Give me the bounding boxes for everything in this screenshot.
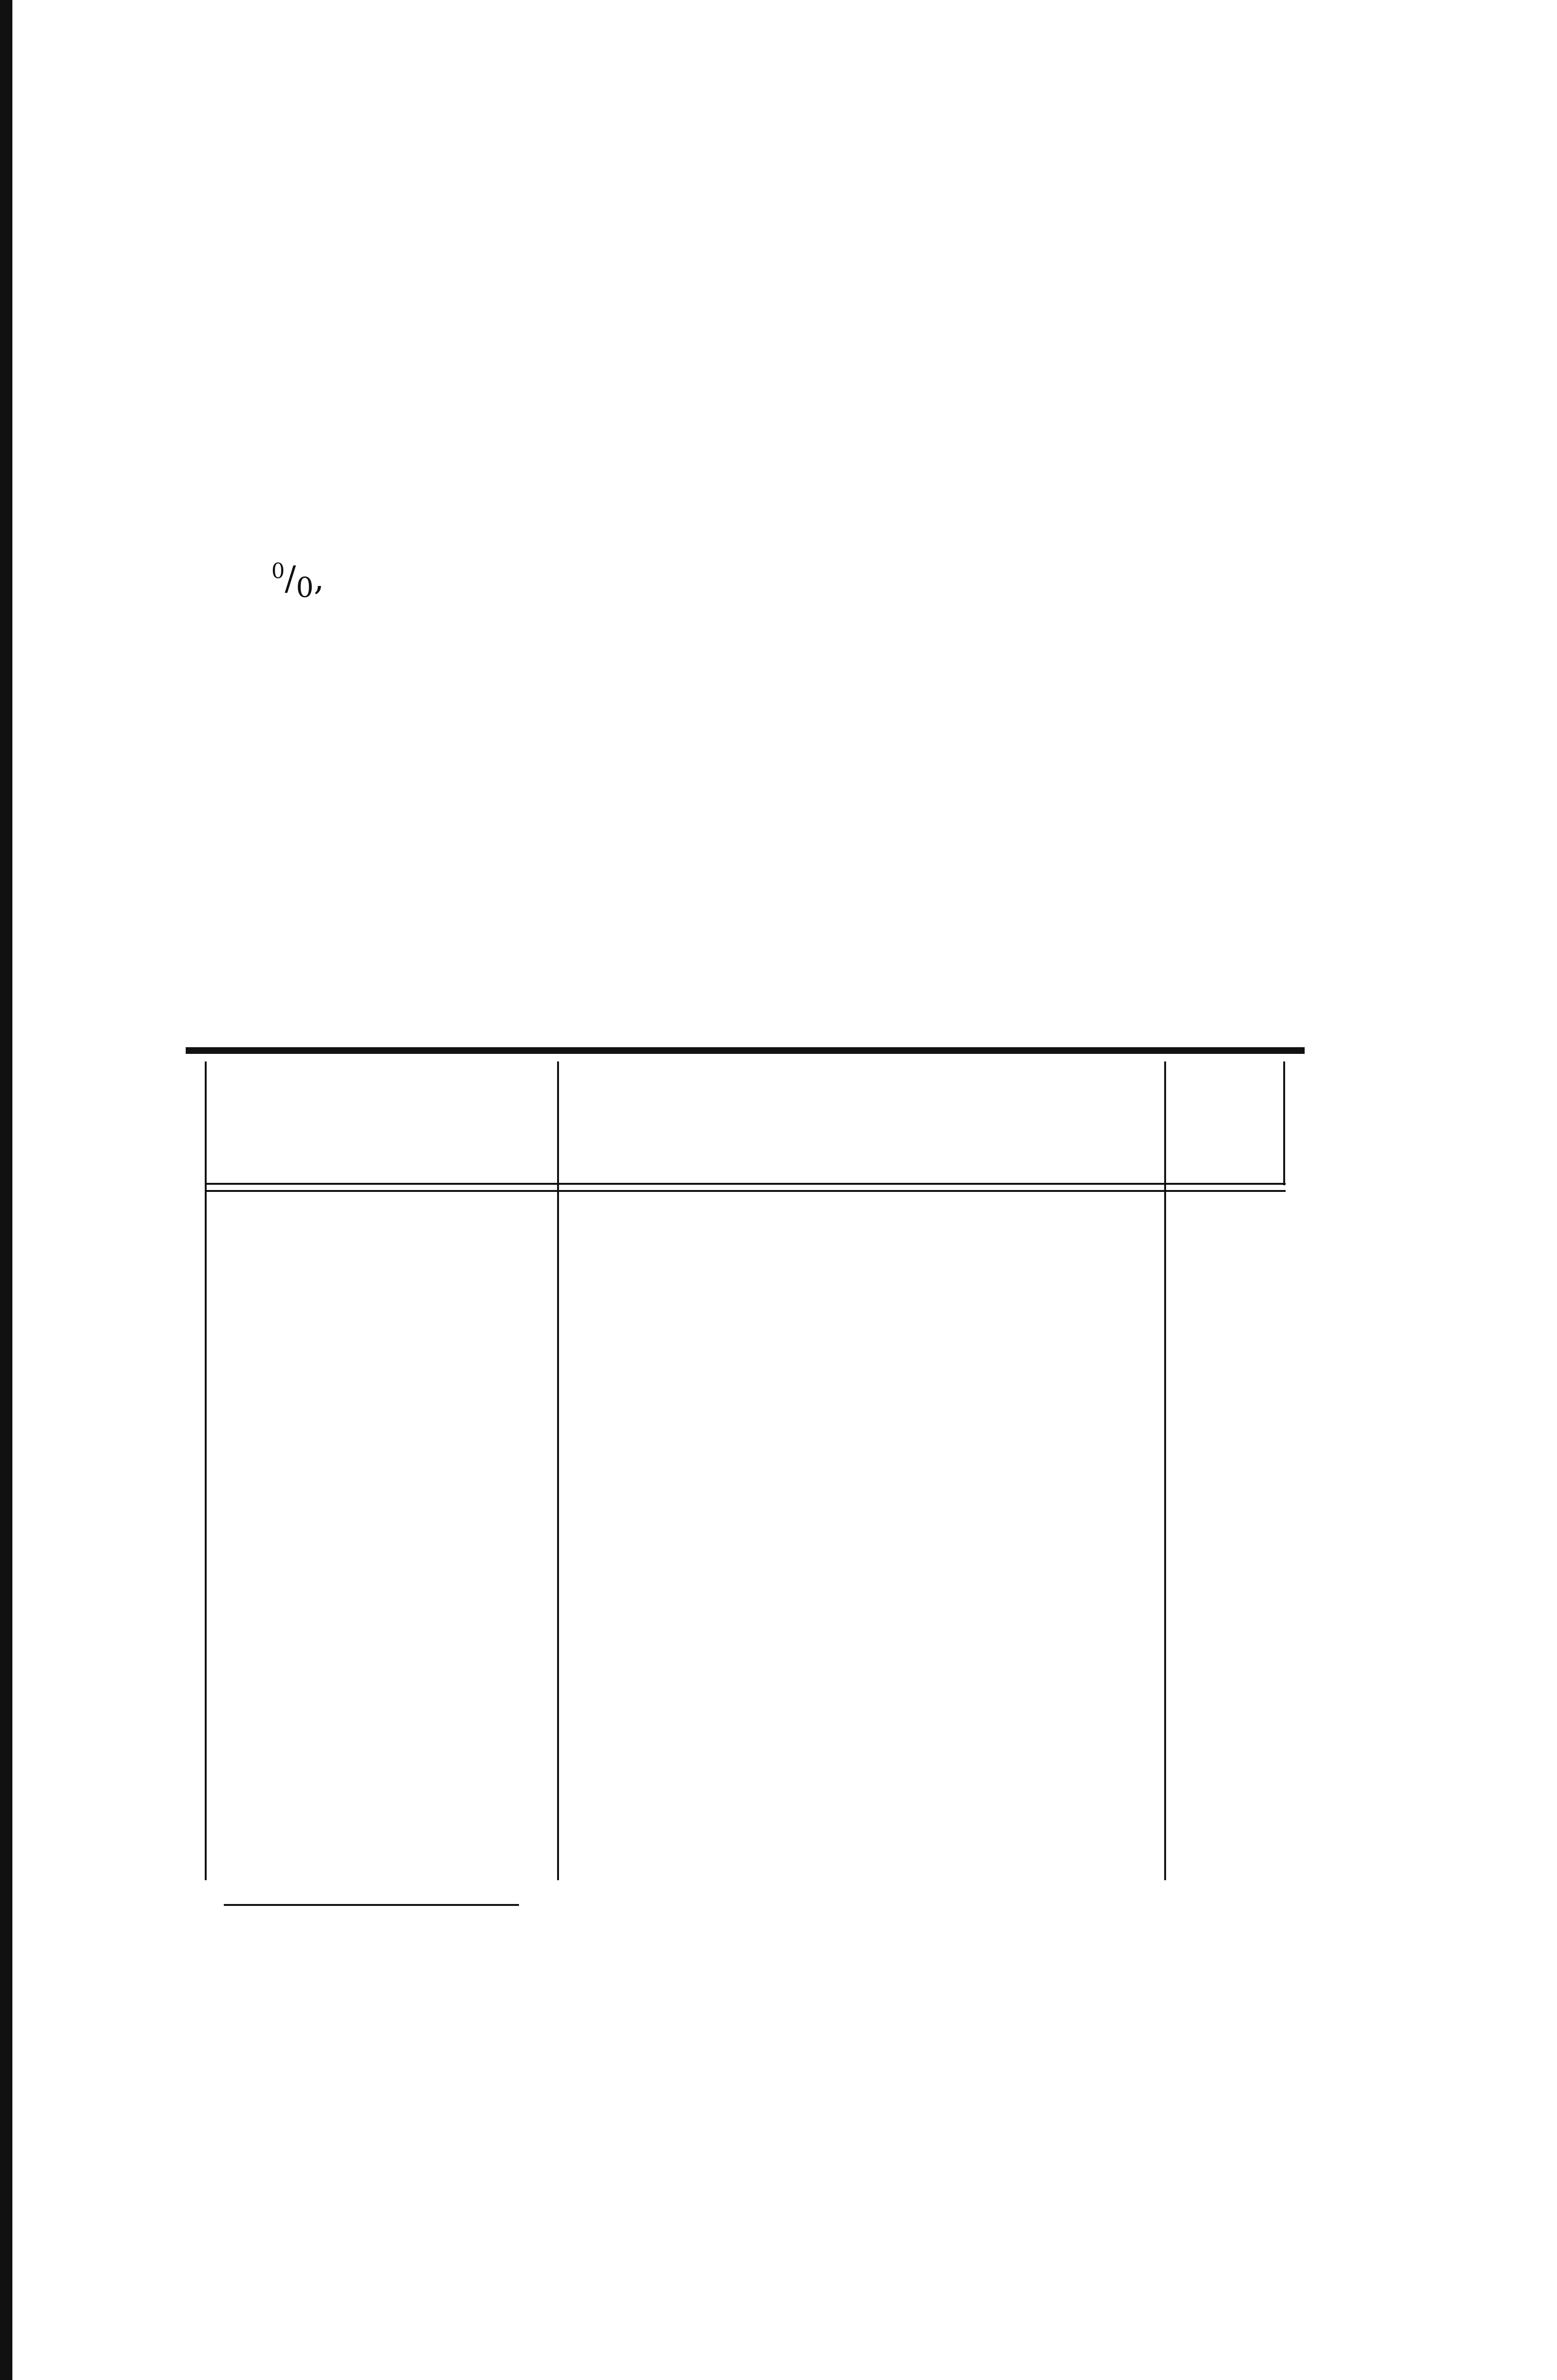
footnote-rule: [224, 1904, 519, 1906]
table-top-rule: [186, 1047, 1305, 1054]
table-header-rule: [205, 1183, 1286, 1185]
scan-edge-bar: [0, 0, 12, 2380]
table-header-rule-2: [205, 1190, 1286, 1192]
table-right-border: [1283, 1061, 1285, 1185]
granite-table: [186, 1047, 1328, 1890]
body-text: $^0/_0$,: [271, 559, 324, 604]
